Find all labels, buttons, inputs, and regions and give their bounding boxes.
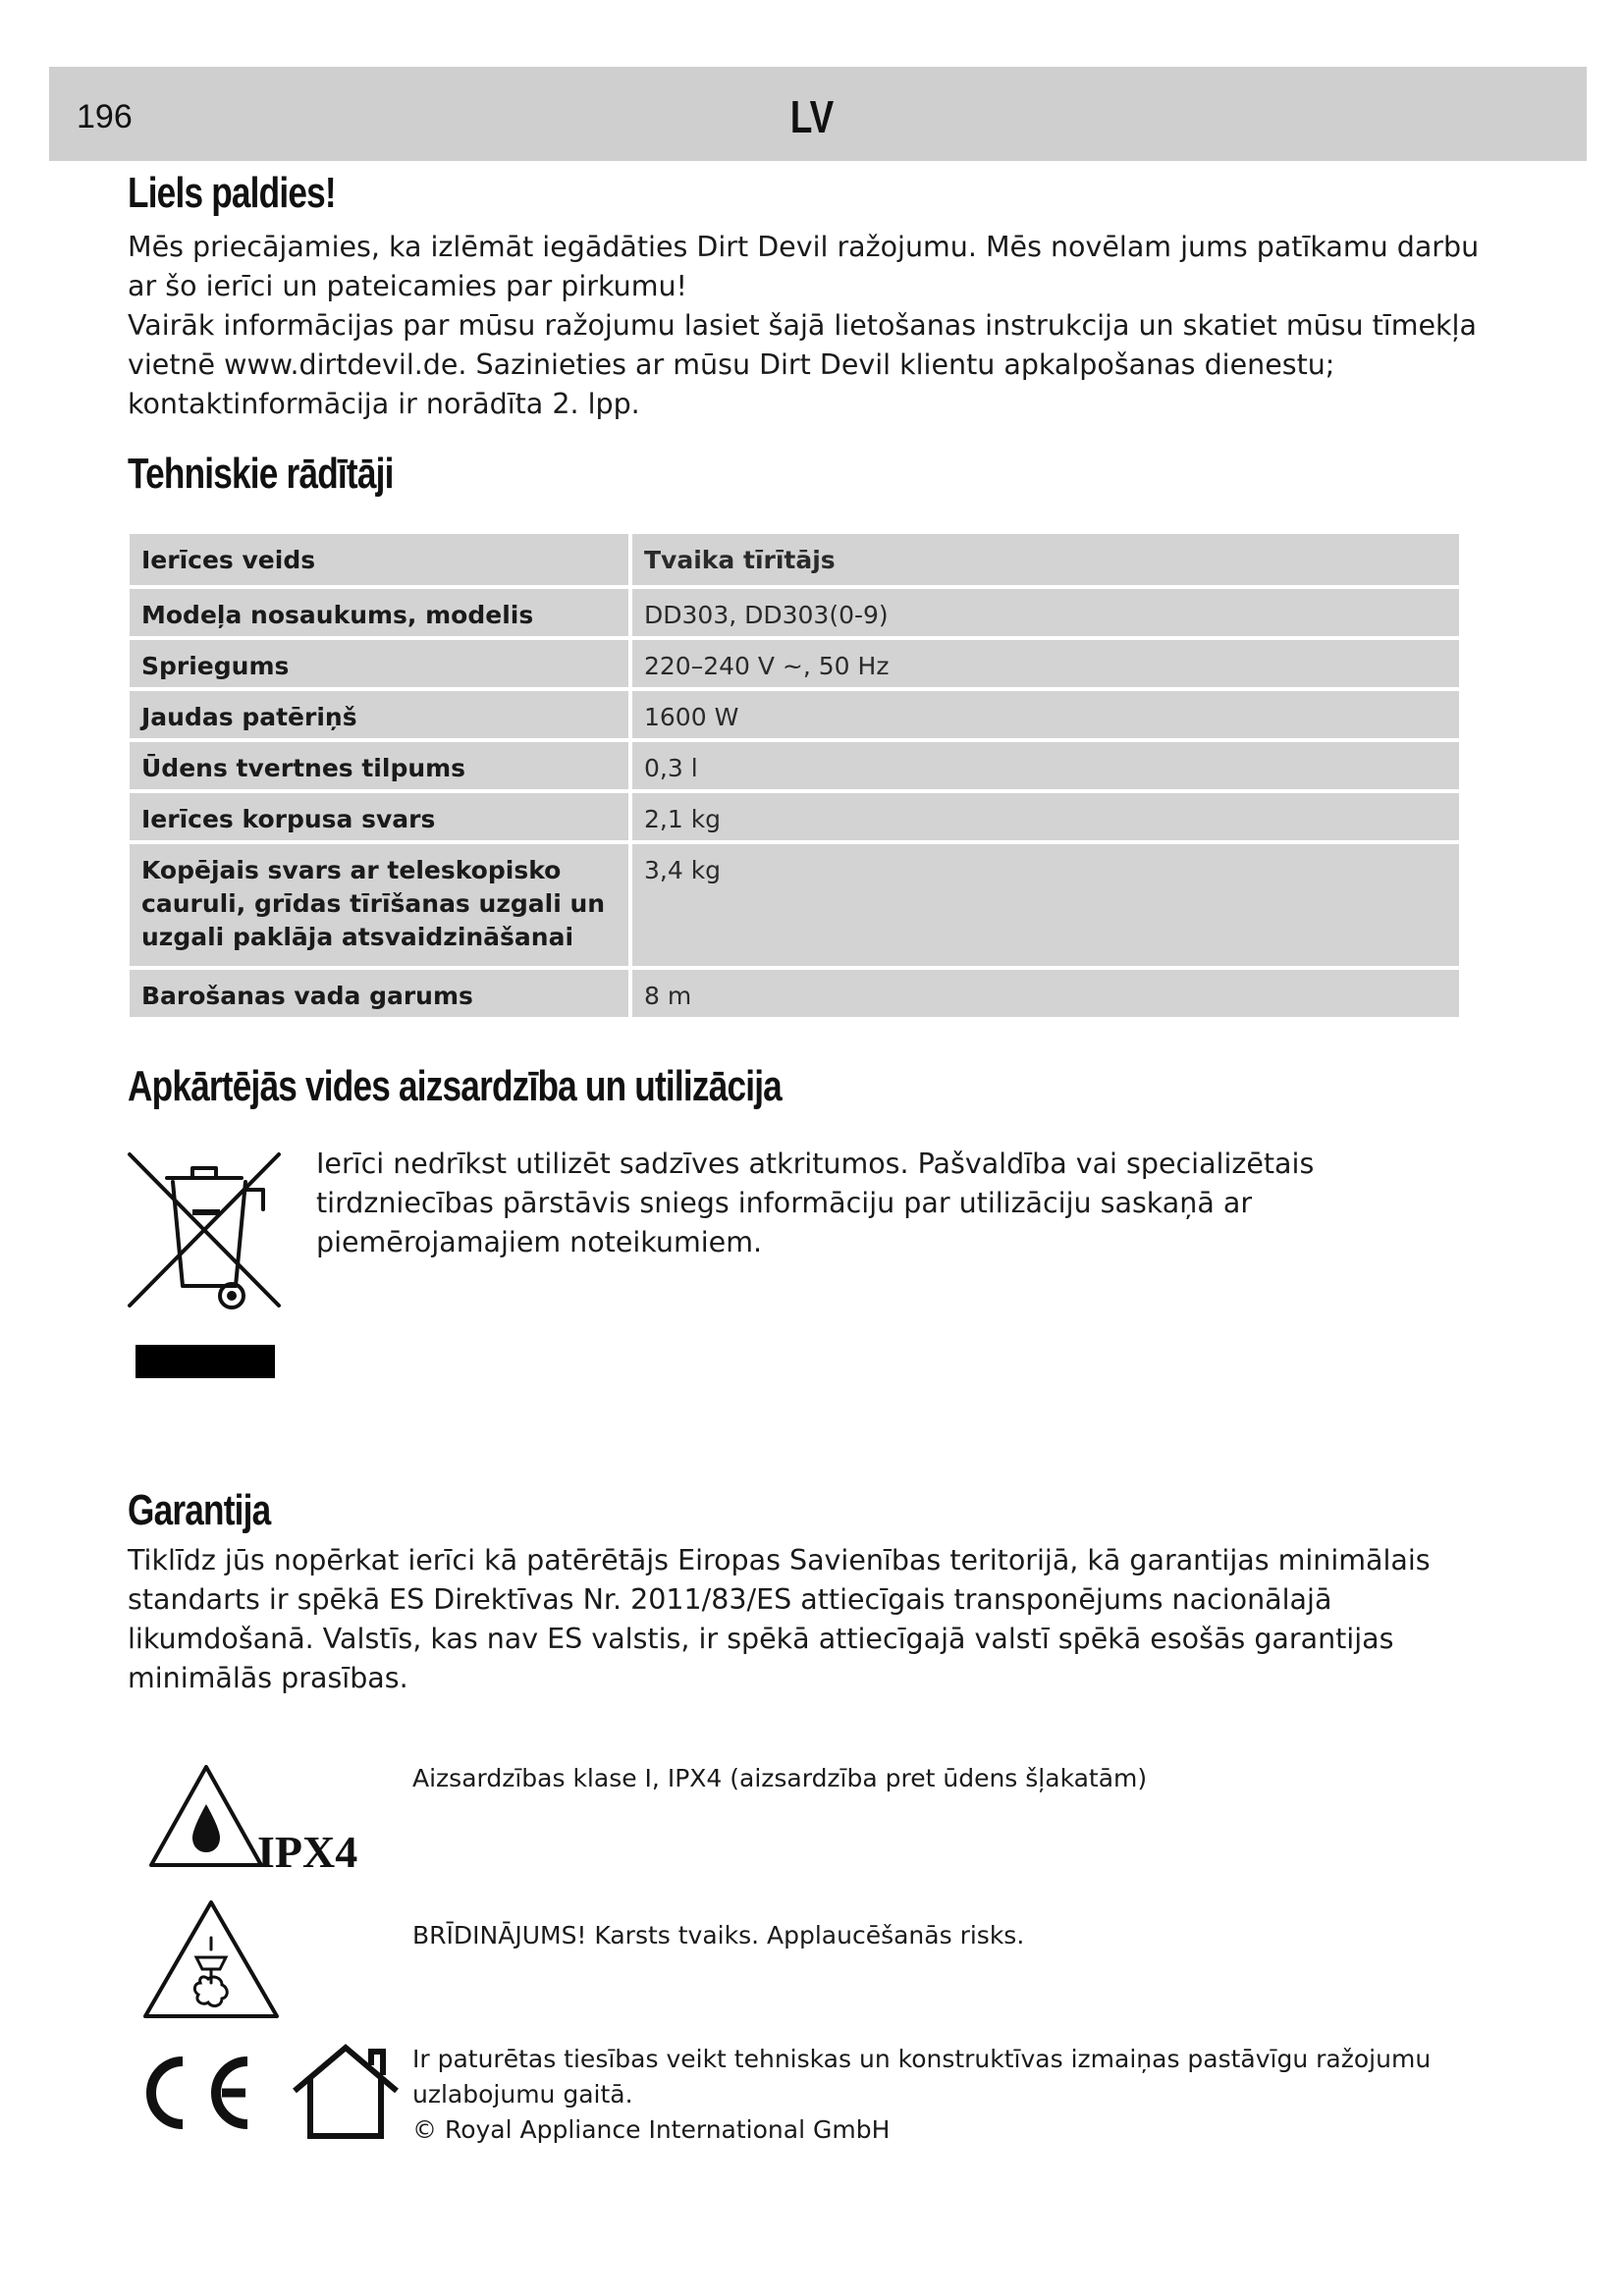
- spec-value: 0,3 l: [632, 742, 1459, 789]
- table-row: [130, 742, 1459, 789]
- spec-label: Ierīces veids: [130, 534, 628, 585]
- warranty-text: Tiklīdz jūs nopērkat ierīci kā patērētājs Eiropas Savienības teritorijā, kā garantijas minimālais standarts ir spēkā ES Direktīvas Nr. 2011/83/ES attiecīgais transponējums nacionālajā likumdošanā. Valstīs, kas nav ES valstis, ir spēkā attiecīgajā valstī spēkā esošās garantijas minimālās prasības.: [128, 1544, 1431, 1694]
- table-row: [130, 793, 1459, 840]
- changes-text: Ir paturētas tiesības veikt tehniskas un konstruktīvas izmaiņas pastāvīgu ražojumu uzlabojumu gaitā.: [412, 2045, 1432, 2109]
- warranty-heading: Garantija: [128, 1486, 271, 1534]
- table-row: [130, 640, 1459, 687]
- spec-value: 8 m: [632, 970, 1459, 1017]
- spec-value: Tvaika tīrītājs: [632, 534, 1459, 585]
- copyright-text: © Royal Appliance International GmbH: [412, 2115, 891, 2144]
- table-row: [130, 691, 1459, 738]
- spec-label: Kopējais svars ar teleskopisko cauruli, grīdas tīrīšanas uzgali un uzgali paklāja atsvaidzināšanai: [130, 844, 628, 966]
- table-row: [130, 970, 1459, 1017]
- thanks-heading: Liels paldies!: [128, 169, 336, 217]
- spec-label: Jaudas patēriņš: [130, 691, 628, 738]
- spec-label: Ūdens tvertnes tilpums: [130, 742, 628, 789]
- spec-label: Ierīces korpusa svars: [130, 793, 628, 840]
- table-row: [130, 589, 1459, 636]
- spec-table: [126, 530, 1463, 1021]
- specs-heading: Tehniskie rādītāji: [128, 450, 394, 498]
- ipx-rating-label: IPX4: [257, 1827, 358, 1877]
- spec-value: DD303, DD303(0-9): [632, 589, 1459, 636]
- spec-value: 3,4 kg: [632, 844, 1459, 966]
- thanks-paragraph-2: Vairāk informācijas par mūsu ražojumu lasiet šajā lietošanas instrukcija un skatiet mūsu tīmekļa vietnē www.dirtdevil.de. Sazinieties ar mūsu Dirt Devil klientu apkalpošanas dienestu; kontaktinformācija ir norādīta 2. lpp.: [128, 309, 1477, 420]
- spec-value: 1600 W: [632, 691, 1459, 738]
- thanks-paragraph-1: Mēs priecājamies, ka izlēmāt iegādāties Dirt Devil ražojumu. Mēs novēlam jums patīkamu darbu ar šo ierīci un pateicamies par pirkumu!: [128, 231, 1480, 302]
- page-number: 196: [77, 98, 133, 135]
- water-drop-triangle-icon: [147, 1763, 265, 1869]
- spec-label: Barošanas vada garums: [130, 970, 628, 1017]
- spec-label: Spriegums: [130, 640, 628, 687]
- environment-text: Ierīci nedrīkst utilizēt sadzīves atkritumos. Pašvaldība vai specializētais tirdzniecības pārstāvis sniegs informāciju par utilizāciju saskaņā ar piemērojamajiem noteikumiem.: [316, 1148, 1315, 1258]
- spec-label: Modeļa nosaukums, modelis: [130, 589, 628, 636]
- spec-value: 2,1 kg: [632, 793, 1459, 840]
- protection-class-text: Aizsardzības klase I, IPX4 (aizsardzība pret ūdens šļakatām): [412, 1764, 1148, 1792]
- hot-steam-warning-icon: [141, 1898, 281, 2020]
- spec-value: 220–240 V ~, 50 Hz: [632, 640, 1459, 687]
- indoor-use-house-icon: [291, 2042, 401, 2142]
- environment-heading: Apkārtējās vides aizsardzība un utilizācija: [128, 1062, 782, 1110]
- ce-mark-icon: [132, 2048, 259, 2136]
- table-row: [130, 844, 1459, 966]
- language-code: LV: [789, 91, 835, 142]
- crossed-out-wheelie-bin-icon: [126, 1150, 285, 1396]
- table-row: [130, 534, 1459, 585]
- steam-warning-text: BRĪDINĀJUMS! Karsts tvaiks. Applaucēšanās risks.: [412, 1921, 1025, 1949]
- thanks-body: [128, 228, 1483, 424]
- product-changes-notice: [412, 2042, 1492, 2148]
